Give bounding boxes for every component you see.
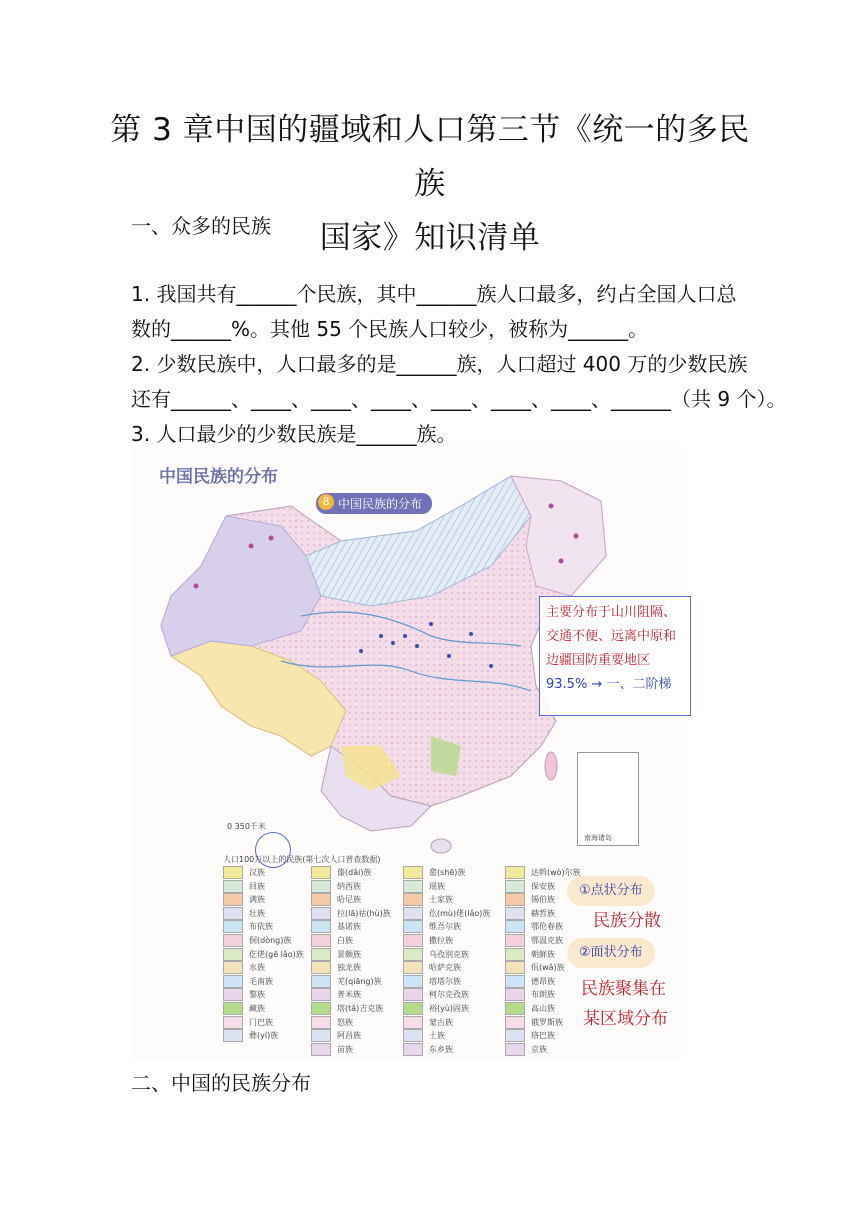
legend-item — [223, 961, 265, 974]
legend-label: 德昂族 — [531, 976, 555, 986]
legend-label: 仫(mù)佬(lǎo)族 — [429, 908, 491, 918]
legend-swatch — [403, 1029, 423, 1042]
south-sea-inset — [577, 752, 639, 846]
map-badge — [316, 493, 432, 514]
legend-item — [223, 920, 273, 933]
legend-label: 佤(wǎ)族 — [531, 963, 565, 973]
legend-swatch — [223, 893, 243, 906]
legend-item — [505, 961, 565, 974]
legend-label: 赫哲族 — [531, 908, 555, 918]
legend-item — [403, 1029, 445, 1042]
legend-label: 水族 — [249, 963, 265, 973]
legend-swatch — [223, 866, 243, 879]
legend-label: 独龙族 — [337, 963, 361, 973]
legend-swatch — [505, 893, 525, 906]
legend-label: 京族 — [531, 1044, 547, 1054]
legend-label: 瑶族 — [429, 881, 445, 891]
legend-label: 撒拉族 — [429, 936, 453, 945]
legend-label: 黎族 — [249, 990, 265, 1000]
legend-item — [311, 1016, 353, 1029]
badge-label: 中国民族的分布 — [338, 497, 423, 511]
legend-item — [403, 975, 461, 988]
legend-swatch — [403, 893, 423, 906]
legend-label: 锡伯族 — [531, 895, 555, 905]
legend-swatch — [223, 1029, 243, 1042]
legend-label: 壮族 — [249, 908, 265, 918]
legend-item — [311, 934, 353, 947]
legend-item — [311, 1002, 383, 1015]
legend-swatch — [311, 893, 331, 906]
legend-label: 苗族 — [337, 1044, 353, 1054]
legend-swatch — [223, 934, 243, 947]
legend-swatch — [311, 1043, 331, 1056]
legend-label: 布依族 — [249, 922, 273, 932]
inset-label: 南海诸岛 — [584, 834, 612, 842]
legend-item — [223, 934, 291, 947]
legend-swatch — [311, 880, 331, 893]
legend-label: 畲(shē)族 — [429, 868, 466, 877]
note-line-2: 交通不便、远离中原和 — [546, 629, 677, 644]
legend-swatch — [403, 934, 423, 947]
legend-heading: 人口100万以上的民族(第七次人口普查数据) — [223, 855, 381, 864]
legend-label: 仡佬(gē lǎo)族 — [249, 949, 304, 959]
legend-swatch — [311, 1002, 331, 1015]
legend-swatch — [223, 988, 243, 1001]
legend-label: 基诺族 — [337, 922, 361, 932]
legend-label: 哈萨克族 — [429, 963, 461, 973]
legend-swatch — [311, 934, 331, 947]
legend-swatch — [505, 880, 525, 893]
q3-line: 3. 人口最少的少数民族是______族。 — [131, 422, 457, 446]
legend-item — [223, 866, 265, 879]
legend-label: 门巴族 — [249, 1017, 273, 1027]
legend-item — [311, 920, 361, 933]
legend-swatch — [223, 975, 243, 988]
legend-swatch — [311, 907, 331, 920]
legend-label: 高山族 — [531, 1004, 555, 1013]
legend-label: 羌(qiāng)族 — [337, 976, 382, 986]
legend-swatch — [403, 1016, 423, 1029]
handwritten-oval-1: ①点状分布 — [567, 876, 655, 906]
legend-label: 蒙古族 — [429, 1017, 453, 1027]
legend-label: 回族 — [249, 881, 265, 891]
section-2-heading: 二、中国的民族分布 — [131, 1071, 311, 1095]
legend-swatch — [505, 1002, 525, 1015]
legend-label: 朝鲜族 — [531, 949, 555, 959]
legend-swatch — [311, 975, 331, 988]
legend-swatch — [505, 866, 525, 879]
legend-item — [223, 948, 304, 961]
legend-swatch — [223, 880, 243, 893]
legend-item — [505, 1043, 547, 1056]
legend-item — [505, 893, 555, 906]
legend-label: 土族 — [429, 1031, 445, 1041]
legend-item — [223, 1029, 278, 1042]
legend-label: 鄂伦春族 — [531, 922, 563, 932]
legend-label: 鄂温克族 — [531, 936, 563, 945]
legend-item — [311, 948, 361, 961]
legend-item — [223, 893, 265, 906]
legend-swatch — [403, 866, 423, 879]
legend-item — [505, 1016, 563, 1029]
legend-swatch — [223, 948, 243, 961]
legend-item — [505, 934, 563, 947]
legend-label: 东乡族 — [429, 1044, 453, 1054]
legend-label: 白族 — [337, 936, 353, 945]
legend-label: 维吾尔族 — [429, 922, 461, 932]
legend-item — [403, 893, 453, 906]
legend-item — [311, 988, 361, 1001]
document-title — [100, 103, 760, 265]
q1-line-1: 1. 我国共有______个民族，其中______族人口最多，约占全国人口总 — [131, 282, 737, 306]
legend-item — [403, 934, 453, 947]
legend-swatch — [505, 1029, 525, 1042]
legend-swatch — [403, 975, 423, 988]
legend-item — [505, 1002, 555, 1015]
legend-item — [505, 975, 555, 988]
legend-label: 哈尼族 — [337, 895, 361, 905]
title-line-1: 第 3 章中国的疆域和人口第三节《统一的多民族 — [110, 112, 750, 202]
legend-item — [223, 988, 265, 1001]
legend-item — [403, 866, 465, 879]
legend-label: 拉(lā)祜(hù)族 — [337, 908, 391, 918]
legend-swatch — [505, 948, 525, 961]
legend-item — [403, 1043, 453, 1056]
legend-item — [505, 920, 563, 933]
q2-line-1: 2. 少数民族中，人口最多的是______族，人口超过 400 万的少数民族 — [131, 352, 748, 376]
legend-label: 阿昌族 — [337, 1031, 361, 1041]
legend-item — [311, 975, 382, 988]
legend-item — [403, 988, 469, 1001]
legend-label: 傣(dǎi)族 — [337, 868, 372, 877]
legend-item — [223, 907, 265, 920]
legend-swatch — [311, 1029, 331, 1042]
legend-swatch — [505, 907, 525, 920]
legend-label: 怒族 — [337, 1017, 353, 1027]
legend-label: 景颇族 — [337, 949, 361, 959]
map-title: 中国民族的分布 — [159, 467, 278, 487]
legend-label: 裕(yù)固族 — [429, 1004, 470, 1013]
legend-swatch — [311, 920, 331, 933]
legend-swatch — [403, 948, 423, 961]
legend-swatch — [311, 866, 331, 879]
legend-swatch — [403, 920, 423, 933]
title-line-2: 国家》知识清单 — [319, 220, 541, 256]
legend-swatch — [505, 961, 525, 974]
legend-item — [505, 907, 555, 920]
legend-item — [403, 1002, 469, 1015]
legend-label: 柯尔克孜族 — [429, 990, 469, 1000]
legend-label: 乌孜别克族 — [429, 949, 469, 959]
legend-item — [311, 1029, 361, 1042]
legend-label: 侗(dòng)族 — [249, 936, 292, 945]
legend-label: 土家族 — [429, 895, 453, 905]
legend-swatch — [505, 1043, 525, 1056]
legend-swatch — [403, 988, 423, 1001]
legend-swatch — [223, 961, 243, 974]
legend-item — [505, 866, 581, 879]
legend-swatch — [223, 907, 243, 920]
legend-label: 毛南族 — [249, 976, 273, 986]
legend-item — [403, 907, 490, 920]
legend-label: 珞巴族 — [531, 1031, 555, 1041]
legend-swatch — [403, 880, 423, 893]
legend-swatch — [403, 1002, 423, 1015]
q2-line-2: 还有______、____、____、____、____、____、____、______（共 9 个）。 — [131, 387, 787, 411]
legend-swatch — [311, 988, 331, 1001]
legend-label: 普米族 — [337, 990, 361, 1000]
legend-label: 布朗族 — [531, 990, 555, 1000]
legend-item — [223, 1002, 265, 1015]
legend-item — [311, 880, 361, 893]
legend-label: 满族 — [249, 895, 265, 905]
handwritten-red-1: 民族分散 — [593, 911, 661, 931]
ethnic-map-figure — [131, 446, 681, 1060]
legend-swatch — [223, 1002, 243, 1015]
legend-swatch — [505, 1016, 525, 1029]
legend-label: 汉族 — [249, 868, 265, 877]
legend-swatch — [311, 1016, 331, 1029]
q1-line-2: 数的______%。其他 55 个民族人口较少，被称为______。 — [131, 317, 649, 341]
legend-item — [311, 961, 361, 974]
legend-swatch — [403, 907, 423, 920]
legend-label: 保安族 — [531, 881, 555, 891]
legend-item — [311, 907, 391, 920]
note-line-4: 93.5% → 一、二阶梯 — [546, 677, 672, 692]
legend-label: 俄罗斯族 — [531, 1017, 563, 1027]
legend-item — [223, 975, 273, 988]
section-1-heading: 一、众多的民族 — [131, 214, 271, 238]
legend-item — [223, 1016, 273, 1029]
legend-item — [311, 893, 361, 906]
legend-swatch — [505, 920, 525, 933]
handwritten-oval-2: ②面状分布 — [567, 938, 655, 968]
legend-label: 塔塔尔族 — [429, 976, 461, 986]
legend-item — [505, 988, 555, 1001]
legend-item — [311, 1043, 353, 1056]
legend-label: 塔(tǎ)吉克族 — [337, 1004, 384, 1013]
legend-label: 藏族 — [249, 1004, 265, 1013]
legend-swatch — [311, 948, 331, 961]
legend-swatch — [403, 1043, 423, 1056]
legend-item — [505, 1029, 555, 1042]
legend-item — [223, 880, 265, 893]
note-line-3: 边疆国防重要地区 — [546, 653, 651, 668]
note-line-1: 主要分布于山川阻隔、 — [546, 605, 677, 620]
legend-label: 彝(yí)族 — [249, 1031, 279, 1041]
legend-item — [403, 961, 461, 974]
legend-label: 纳西族 — [337, 881, 361, 891]
legend-item — [311, 866, 371, 879]
handwritten-note-box — [539, 596, 691, 716]
legend-swatch — [311, 961, 331, 974]
map-scale: 0 350千米 — [227, 822, 266, 831]
legend-label: 达斡(wò)尔族 — [531, 868, 581, 877]
badge-number: 8 — [318, 494, 334, 510]
legend-item — [505, 948, 555, 961]
legend-item — [403, 948, 469, 961]
legend-item — [403, 920, 461, 933]
legend-swatch — [505, 988, 525, 1001]
questions-block — [131, 277, 787, 452]
legend-item — [403, 1016, 453, 1029]
handwritten-red-2a: 民族聚集在 — [581, 979, 666, 999]
legend-swatch — [505, 934, 525, 947]
legend-item — [505, 880, 555, 893]
legend-swatch — [223, 1016, 243, 1029]
handwritten-red-2b: 某区域分布 — [583, 1009, 668, 1029]
legend-item — [403, 880, 445, 893]
legend-swatch — [403, 961, 423, 974]
legend-swatch — [505, 975, 525, 988]
legend-swatch — [223, 920, 243, 933]
